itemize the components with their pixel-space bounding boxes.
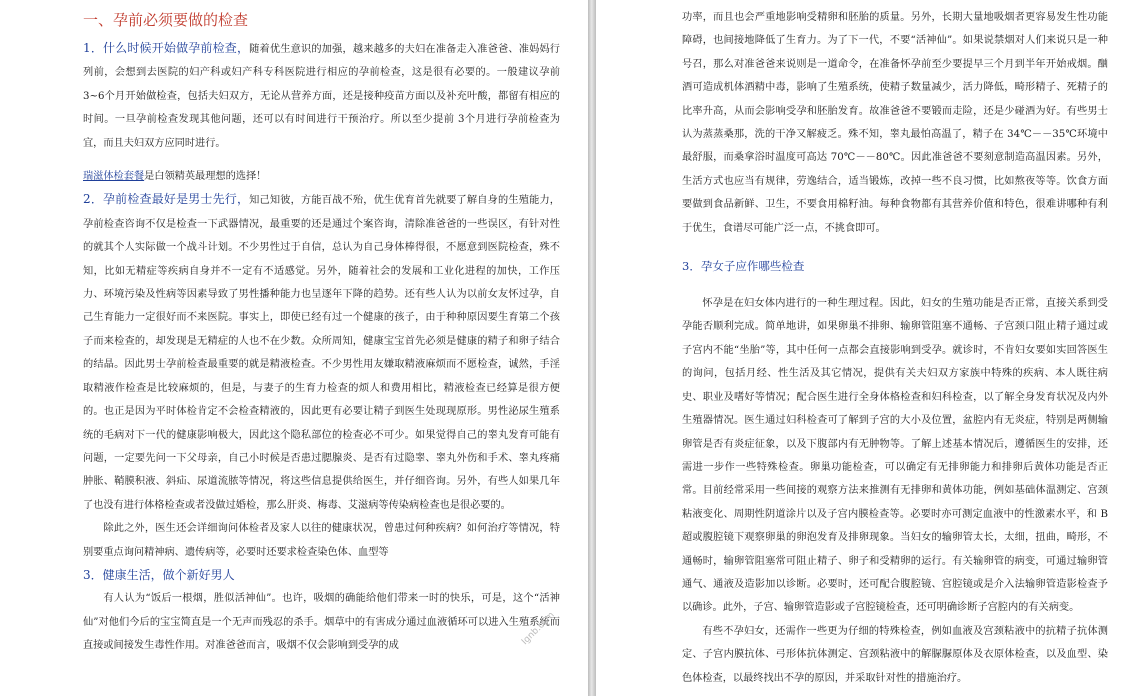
right-page <box>596 0 1132 696</box>
body-when-to-check: 随着优生意识的加强，越来越多的夫妇在准备走入准爸爸、准妈妈行列前，会想到去医院的妇产科或妇产科专科医院进行相应的孕前检查，这是很有必要的。一般建议孕前 3~6个月开始做检查，包括夫妇双方，无论从营养方面，还是接种疫苗方面以及补充叶酸，都留有相应的时间。一旦孕前检查发现其他问题，还可以有时间进行干预治疗。所以至少提前 3个月进行孕前检查为宜，而且夫妇双方应同时进行。 <box>83 44 560 149</box>
promo-text: 是白领精英最理想的选择！ <box>144 171 267 183</box>
paragraph-smoking-continued: 功率，而且也会严重地影响受精卵和胚胎的质量。另外，长期大量地吸烟者更容易发生性功能障碍，也间接地降低了生育力。为了下一代，不要“活神仙”。如果说禁烟对人们来说只是一种号召，那么对准爸爸来说则是一道命令，在准备怀孕前至少要提早三个月到半年开始戒烟。酗酒可造成机体酒精中毒，影响了生殖系统，使精子数量减少，活力降低，畸形精子、死精子的比率升高，从而会影响受孕和胚胎发育。故准爸爸不要锻而走险，还是少碰酒为好。有些男士认为蒸蒸桑那，洗的干净又解疲乏。殊不知，睾丸最怕高温了，精子在 34℃－－35℃环境中最舒服，而桑拿浴时温度可高达 70℃－－80℃。因此准爸爸不要刻意制造高温因素。另外，生活方式也应当有规律，劳逸结合，适当锻炼，改掉一些不良习惯，比如熬夜等等。饮食方面要做到食品新鲜、卫生，不要食用棉籽油。每种食物都有其营养价值和特色，很难讲哪种有利于优生，食谱尽可能广泛一点，不挑食即可。 <box>682 12 1108 234</box>
paragraph-when-to-check <box>83 37 560 155</box>
heading-healthy-life: 3．健康生活，做个新好男人 <box>83 567 235 582</box>
promo-link[interactable]: 瑞滋体检套餐 <box>83 171 145 183</box>
spacer <box>83 155 560 165</box>
section-title: 一、孕前必须要做的检查 <box>83 11 249 29</box>
paragraph-female-checks: 怀孕是在妇女体内进行的一种生理过程。因此，妇女的生殖功能是否正常，直接关系到受孕能否顺利完成。简单地讲，如果卵巢不排卵、输卵管阻塞不通畅、子宫颈口阻止精子通过或子宫内不能“坐胎”等，其中任何一点都会直接影响到受孕。就诊时，不肯妇女要如实回答医生的询问，包括月经、性生活及其它情况，提供有关夫妇双方家族中特殊的疾病、本人既往病史、职业及嗜好等情况；配合医生进行全身体格检查和妇科检查，以了解全身发育状况及内外生殖器情况。医生通过妇科检查可了解到子宫的大小及位置，盆腔内有无炎症，特别是两侧输卵管是否有炎症征象，以及下腹部内有无肿物等。了解上述基本情况后，遵循医生的安排，还需进一步作一些特殊检查。卵巢功能检查，可以确定有无排卵能力和排卵后黄体功能是否正常。目前经常采用一些间接的观察方法来推测有无排卵和黄体功能，例如基础体温测定、宫颈粘液变化、周期性阴道涂片以及子宫内膜检查等。必要时亦可测定血液中的性激素水平，和 B超或腹腔镜下观察卵巢的卵泡发育及排卵现象。当妇女的输卵管太长，太细，扭曲，畸形，不通畅时，输卵管阻塞常可阻止精子、卵子和受精卵的运行。有关输卵管的病变，可通过输卵管通气、通液及造影加以诊断。必要时，还可配合腹腔镜、宫腔镜或是介入法输卵管造影检查予以确诊。此外，子宫、输卵管造影或子宫腔镜检查，还可明确诊断子宫腔内的有关病变。 <box>682 298 1108 614</box>
promo-line <box>83 165 560 188</box>
paragraph-medical-history: 除此之外，医生还会详细询问体检者及家人以往的健康状况，曾患过何种疾病？如何治疗等情况，特别要重点询问精神病、遗传病等，必要时还要求检查染色体、血型等 <box>83 523 560 558</box>
heading-female-checks: 3．孕女子应作哪些检查 <box>682 259 805 274</box>
lead-men-first: 2．孕前检查最好是男士先行， <box>83 192 250 207</box>
paragraph-smoking: 有人认为“饭后一根烟，胜似活神仙”。也许，吸烟的确能给他们带来一时的快乐，可是，这个“活神仙”对他们今后的宝宝简直是一个无声而残忍的杀手。烟草中的有害成分通过血液循环可以进入生殖系统而直接或间接发生毒性作用。对准爸爸而言，吸烟不仅会影响到受孕的成 <box>83 593 560 652</box>
paragraph-men-first <box>83 188 560 517</box>
lead-when-to-check: 1．什么时候开始做孕前检查， <box>83 41 250 55</box>
body-men-first: 知己知彼，方能百战不殆，优生优育首先就要了解自身的生殖能力，孕前检查咨询不仅是检查一下武器情况，最重要的还是通过个案咨询，清除准爸爸的一些误区，有针对性的就其个人实际做一个战斗计划。不少男性过于自信，总认为自己身体棒得很，不愿意到医院检查，殊不知，比如无精症等疾病自身并不一定有不适感觉。另外，随着社会的发展和工业化进程的加快，工作压力、环境污染及性病等因素导致了男性播种能力也呈逐年下降的趋势。还有些人认为以前女友怀过孕，自己生育能力一定很好而不来医院。事实上，即使已经有过一个健康的孩子，由于种种原因要生育第二个孩子而来检查的，却发现是无精症的人也不在少数。众所周知，健康宝宝首先必须是健康的精子和卵子结合的结晶。因此男士孕前检查最重要的就是精液检查。不少男性用友嫌取精液麻烦而不愿检查，诚然，手淫取精液作检查是比较麻烦的，但是，与妻子的生育力检查的烦人和费用相比，精液检查已经算是很方便的。也正是因为平时体检肯定不会检查精液的，因此更有必要让精子到医生处现现原形。男性泌尿生殖系统的毛病对下一代的健康影响极大，因此这个隐私部位的检查必不可少。如果觉得自己的睾丸发育可能有问题，一定要先问一下父母亲，自己小时候是否患过腮腺炎、是否有过隐睾、睾丸外伤和手术、睾丸疼痛肿胀、鞘膜积液、斜疝、尿道流脓等情况，将这些信息提供给医生，并仔细咨询。另外，有些人如果几年了也没有进行体格检查或者没做过婚检，那么肝炎、梅毒、艾滋病等传染病检查也是很必要的。 <box>83 195 560 511</box>
watermark: Ignb.com <box>520 610 557 648</box>
book-gutter <box>588 0 596 696</box>
paragraph-special-checks: 有些不孕妇女，还需作一些更为仔细的特殊检查，例如血液及宫颈粘液中的抗精子抗体测定、子宫内膜抗体、弓形体抗体测定、宫颈粘液中的解脲脲原体及衣原体检查，以及血型、染色体检查，以最终找出不孕的原因，并采取针对性的措施治疗。 <box>682 625 1108 684</box>
